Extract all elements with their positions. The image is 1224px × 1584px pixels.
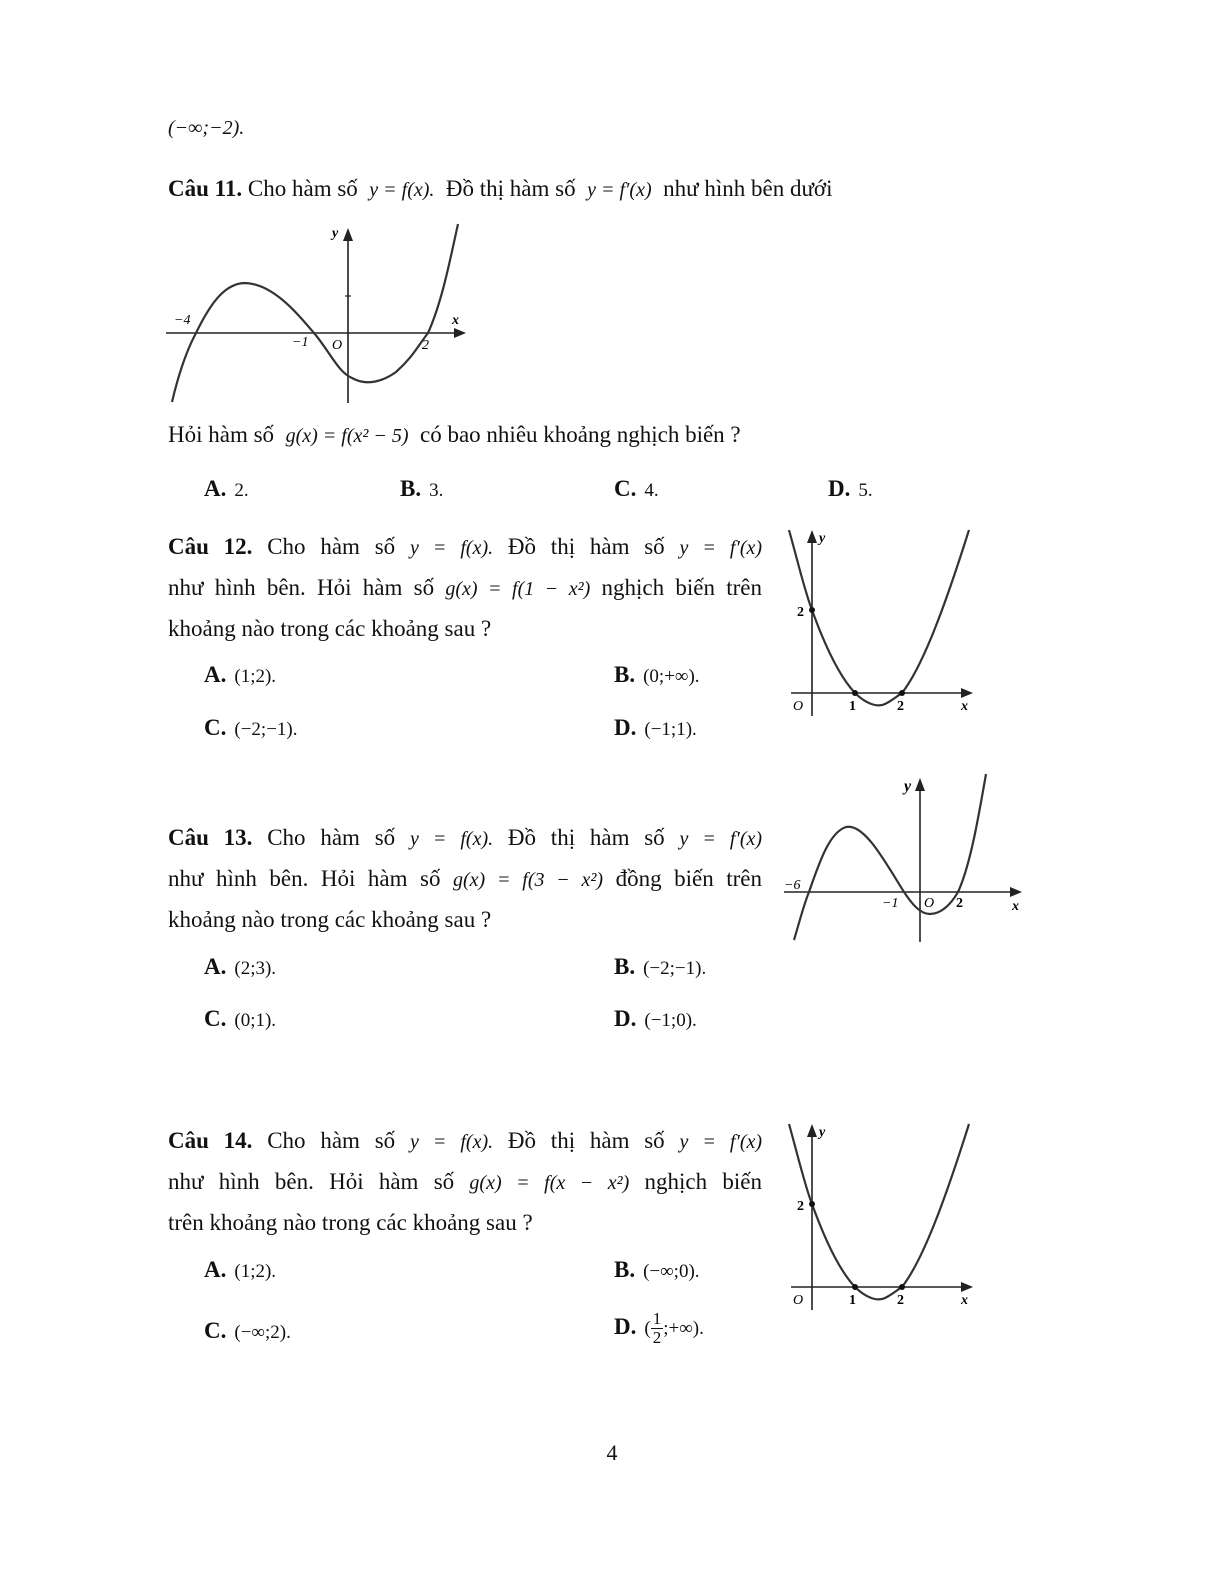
q13-f1: y = f(x). [409,828,494,850]
q11-label-y: y [332,226,339,241]
q13-label-n1: −1 [882,896,899,911]
q13-option-b-label: B. [614,954,636,979]
q14-option-b[interactable] [614,1255,700,1287]
q12-option-b-label: B. [614,662,636,687]
q12-option-d-value: (−1;1). [644,719,697,740]
q11-y-arrow [343,228,353,241]
q11-question [168,420,741,451]
q11-g: g(x) = f(x² − 5) [285,425,409,447]
q13-line1-a: Cho hàm số [267,825,396,850]
q11-text-a: Cho hàm số [247,176,358,201]
q14-point-x2 [899,1284,905,1290]
q14-x-arrow [961,1282,973,1292]
q14-statement [168,1126,762,1238]
q13-option-d-value: (−1;0). [644,1010,697,1031]
q14-option-c-label: C. [204,1318,227,1343]
q11-option-d[interactable] [828,474,873,506]
q12-statement [168,532,762,644]
q12-option-b[interactable] [614,660,700,692]
q12-line2-a: như hình bên. Hỏi hàm số [168,575,435,600]
q14-label-x: x [961,1293,968,1308]
q12-line1-b: Đồ thị hàm số [507,534,665,559]
q11-x-arrow [454,328,466,338]
q11-label-p2: 2 [422,338,429,353]
q11-option-c-value: 4. [644,480,659,501]
q14-fraction-denominator: 2 [652,1328,662,1347]
q14-line-1 [168,1126,762,1157]
q13-label-p2: 2 [956,896,963,911]
q11-label: Câu 11. [168,176,243,201]
q14-option-c-value: (−∞;2). [234,1322,291,1343]
q12-label-x1: 1 [849,699,856,714]
q13-f2: y = f′(x) [679,828,763,850]
q13-line2-b: đồng biến trên [615,866,762,891]
q14-option-d-label: D. [614,1313,637,1339]
q13-option-d-label: D. [614,1006,637,1031]
q12-line-1 [168,532,762,563]
q14-option-c[interactable] [204,1316,291,1348]
q12-point-y2 [809,607,815,613]
q13-statement [168,823,762,935]
q12-option-b-value: (0;+∞). [643,666,700,687]
q14-f1: y = f(x). [409,1131,494,1153]
q12-derivative-graph [785,526,985,726]
q14-label-origin: O [793,1293,804,1308]
q11-derivative-graph [160,220,480,410]
q12-option-a-value: (1;2). [234,666,277,687]
q12-f2: y = f′(x) [679,537,763,559]
q14-line1-a: Cho hàm số [267,1128,396,1153]
q14-label-y: y [819,1125,826,1140]
q13-y-arrow [915,778,925,791]
q14-derivative-graph [785,1120,985,1320]
q13-line1-b: Đồ thị hàm số [507,825,665,850]
q13-label-n6: −6 [784,878,801,893]
q14-option-d-close: ;+∞). [663,1317,704,1339]
q12-label-x: x [961,699,968,714]
q12-line2-b: nghịch biến trên [601,575,762,600]
q11-option-b-value: 3. [429,480,444,501]
q11-label-n4: −4 [174,313,191,328]
q14-curve [789,1124,969,1299]
q14-option-a[interactable] [204,1255,276,1287]
q11-statement [168,174,832,205]
q14-line2-b: nghịch biến [644,1169,763,1194]
q12-option-d[interactable] [614,713,697,745]
q13-g: g(x) = f(3 − x²) [453,869,604,891]
q11-option-a[interactable] [204,474,249,506]
q12-option-d-label: D. [614,715,637,740]
q13-x-arrow [1010,887,1022,897]
q11-option-a-value: 2. [234,480,249,501]
q11-option-c[interactable] [614,474,659,506]
q14-point-x1 [852,1284,858,1290]
q13-option-a-label: A. [204,954,227,979]
q11-text-c: như hình bên dưới [663,176,833,201]
q12-point-x2 [899,690,905,696]
q11-option-a-label: A. [204,476,227,501]
q12-option-c-value: (−2;−1). [234,719,298,740]
q11-option-d-label: D. [828,476,851,501]
q14-f2: y = f′(x) [679,1131,763,1153]
q13-option-a-value: (2;3). [234,958,277,979]
previous-answer-tail [168,112,244,143]
q13-line-2 [168,864,762,895]
q12-label-y2: 2 [797,605,804,620]
q13-label-y: y [904,778,912,795]
q14-option-d[interactable] [614,1310,704,1347]
q14-label-x1: 1 [849,1293,856,1308]
q14-option-d-fraction [651,1310,664,1347]
q12-option-c-label: C. [204,715,227,740]
q13-label-origin: O [924,896,935,911]
q14-point-y2 [809,1201,815,1207]
q11-question-a: Hỏi hàm số [168,422,275,447]
q12-label-y: y [819,531,826,546]
q11-option-d-value: 5. [858,480,873,501]
q12-label-x2: 2 [897,699,904,714]
q13-option-b-value: (−2;−1). [643,958,707,979]
q14-option-d-open: ( [644,1317,651,1339]
q12-y-arrow [807,530,817,543]
q13-line-1 [168,823,762,854]
q12-x-arrow [961,688,973,698]
q13-line2-a: như hình bên. Hỏi hàm số [168,866,441,891]
q14-fraction-numerator: 1 [652,1309,662,1328]
prev-tail-text: (−∞;−2). [168,117,245,139]
q12-label: Câu 12. [168,534,253,559]
q13-label: Câu 13. [168,825,253,850]
q13-option-c[interactable] [204,1004,276,1036]
q13-label-x: x [1012,899,1019,914]
q11-label-x: x [452,313,459,328]
q13-derivative-graph [780,770,1030,950]
q12-line1-a: Cho hàm số [267,534,396,559]
q14-option-a-label: A. [204,1257,227,1282]
q14-label-y2: 2 [797,1199,804,1214]
q11-text-b: Đồ thị hàm số [445,176,576,201]
q14-option-b-label: B. [614,1257,636,1282]
q12-point-x1 [852,690,858,696]
q14-y-arrow [807,1124,817,1137]
q11-f1: y = f(x). [369,179,435,201]
q11-curve [172,224,458,402]
q14-option-b-value: (−∞;0). [643,1261,700,1282]
q12-line-2 [168,573,762,604]
q13-line-3: khoảng nào trong các khoảng sau ? [168,907,492,932]
q11-f2: y = f′(x) [587,179,652,201]
q12-option-a-label: A. [204,662,227,687]
q11-option-b-label: B. [400,476,422,501]
q11-question-b: có bao nhiêu khoảng nghịch biến ? [420,422,741,447]
q14-label: Câu 14. [168,1128,253,1153]
q13-curve [794,774,986,940]
q11-option-c-label: C. [614,476,637,501]
q12-f1: y = f(x). [409,537,494,559]
page-number: 4 [606,1440,618,1465]
q13-option-c-value: (0;1). [234,1010,277,1031]
q13-option-b[interactable] [614,952,706,984]
q12-curve [789,530,969,705]
q11-option-b[interactable] [400,474,443,506]
q13-option-a[interactable] [204,952,276,984]
q14-label-x2: 2 [897,1293,904,1308]
q12-g: g(x) = f(1 − x²) [445,578,591,600]
q13-option-c-label: C. [204,1006,227,1031]
q12-label-origin: O [793,699,804,714]
q14-line1-b: Đồ thị hàm số [507,1128,665,1153]
q14-g: g(x) = f(x − x²) [469,1172,630,1194]
q12-option-a[interactable] [204,660,276,692]
q14-line-2 [168,1167,762,1198]
q11-label-origin: O [332,338,343,353]
q14-line-3: trên khoảng nào trong các khoảng sau ? [168,1210,533,1235]
q14-option-a-value: (1;2). [234,1261,277,1282]
q13-option-d[interactable] [614,1004,697,1036]
q14-line2-a: như hình bên. Hỏi hàm số [168,1169,455,1194]
q11-label-n1: −1 [292,335,309,350]
q12-line-3: khoảng nào trong các khoảng sau ? [168,616,492,641]
q12-option-c[interactable] [204,713,298,745]
